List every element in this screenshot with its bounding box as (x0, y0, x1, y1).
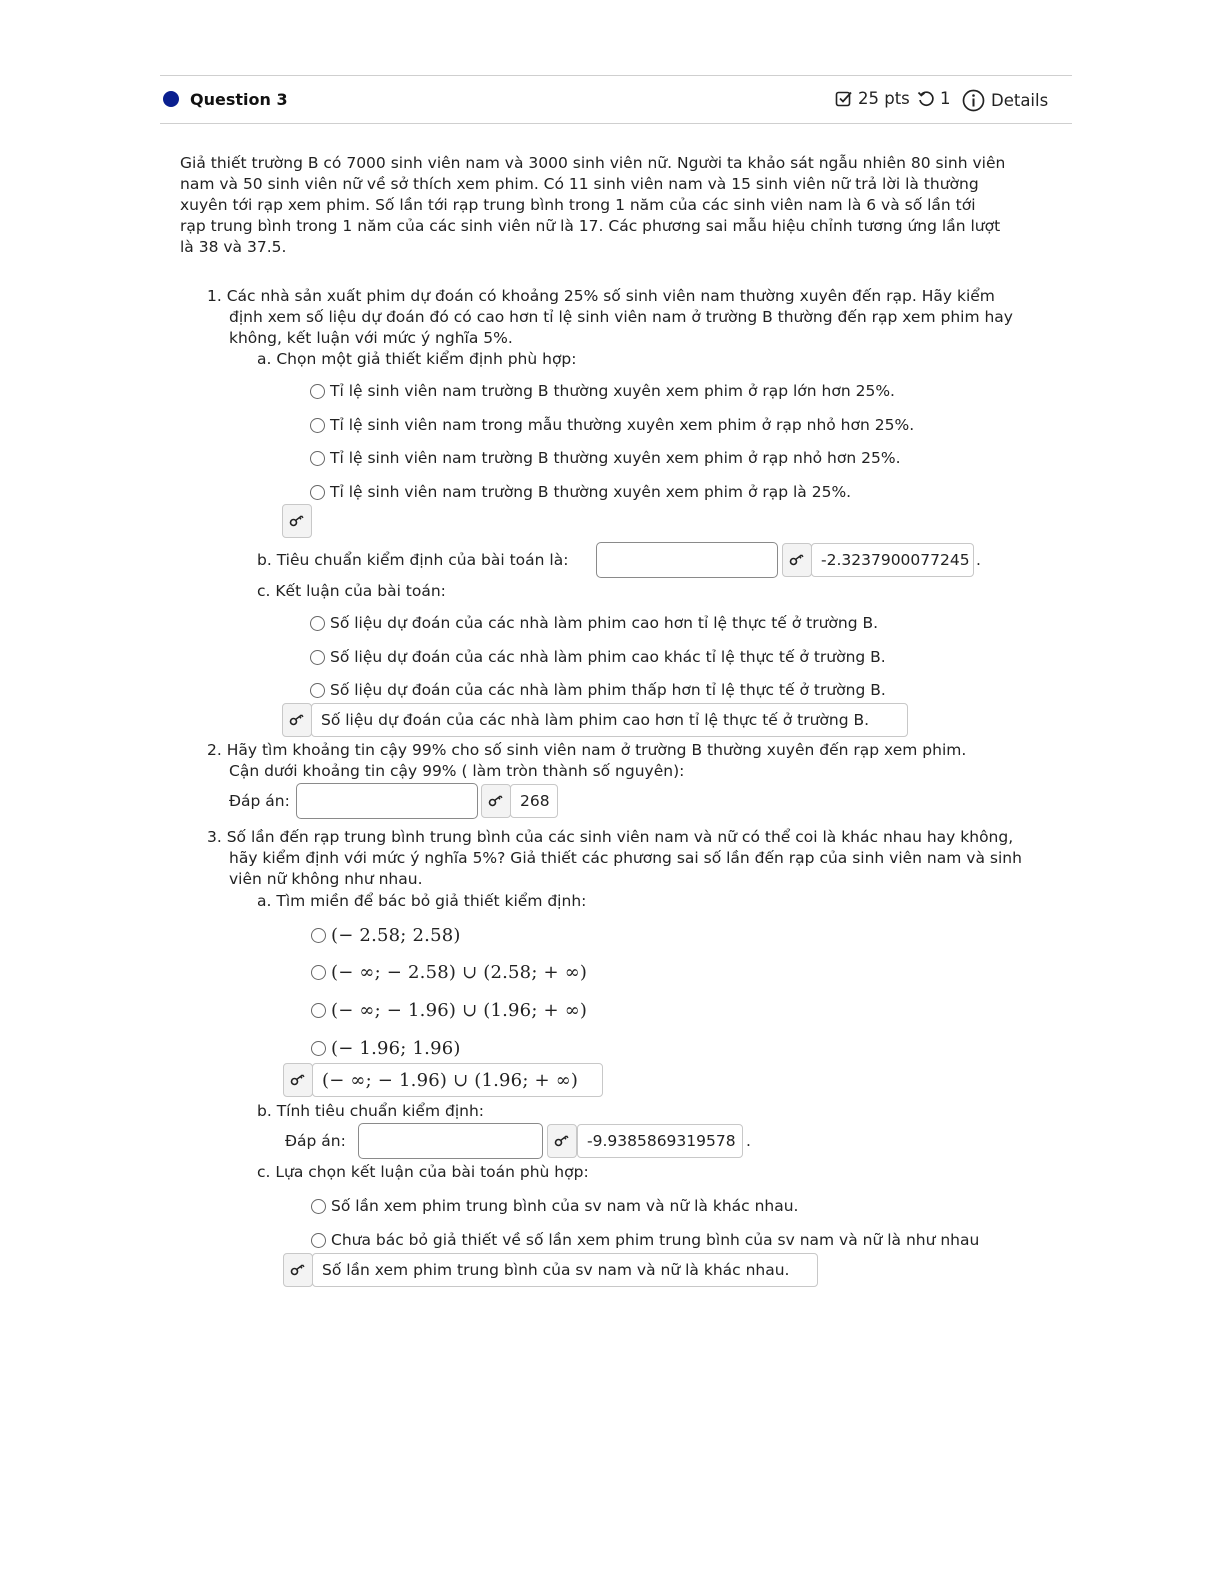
show-answer-button[interactable] (283, 1253, 313, 1287)
period: . (746, 1132, 751, 1150)
part3-a-option[interactable] (311, 1038, 461, 1059)
show-answer-button[interactable] (481, 784, 511, 818)
intro-line: nam và 50 sinh viên nữ về sở thích xem phim. Có 11 sinh viên nam và 15 sinh viên nữ trả lời là thường (180, 175, 979, 193)
key-icon (289, 714, 305, 726)
option-label: Số lần xem phim trung bình của sv nam và nữ là khác nhau. (331, 1197, 799, 1215)
radio-button[interactable] (311, 1003, 326, 1018)
part3-b-input[interactable] (358, 1123, 543, 1159)
radio-button[interactable] (310, 650, 325, 665)
part1-b-answer: -2.3237900077245 (811, 543, 974, 577)
part2-answer-label: Đáp án: (229, 792, 290, 810)
question-status-dot (163, 91, 179, 107)
period: . (976, 551, 981, 569)
part1-c-option[interactable] (310, 648, 886, 666)
part1-a-option[interactable] (310, 449, 901, 467)
part1-a-label: a. Chọn một giả thiết kiểm định phù hợp: (257, 350, 577, 368)
part3-question-line: viên nữ không như nhau. (229, 870, 423, 888)
radio-button[interactable] (311, 928, 326, 943)
part1-c-option[interactable] (310, 614, 878, 632)
part1-c-answer: Số liệu dự đoán của các nhà làm phim cao hơn tỉ lệ thực tế ở trường B. (311, 703, 908, 737)
radio-button[interactable] (310, 616, 325, 631)
option-label: (− ∞; − 1.96) ∪ (1.96; + ∞) (331, 1000, 588, 1021)
radio-button[interactable] (310, 451, 325, 466)
part1-a-option[interactable] (310, 483, 851, 501)
question-title: Question 3 (190, 90, 288, 109)
radio-button[interactable] (310, 384, 325, 399)
part1-a-option[interactable] (310, 382, 895, 400)
part3-b-label: b. Tính tiêu chuẩn kiểm định: (257, 1102, 484, 1120)
part3-b-answer-label: Đáp án: (285, 1132, 346, 1150)
header-top-divider (160, 75, 1072, 76)
part3-c-option[interactable] (311, 1231, 979, 1249)
part3-c-answer: Số lần xem phim trung bình của sv nam và nữ là khác nhau. (312, 1253, 818, 1287)
key-icon (554, 1135, 570, 1147)
details-label: Details (991, 91, 1049, 110)
option-label: Số liệu dự đoán của các nhà làm phim thấp hơn tỉ lệ thực tế ở trường B. (330, 681, 886, 699)
part1-c-option[interactable] (310, 681, 886, 699)
show-answer-button[interactable] (283, 1063, 313, 1097)
radio-button[interactable] (310, 683, 325, 698)
part3-a-answer: (− ∞; − 1.96) ∪ (1.96; + ∞) (312, 1063, 603, 1097)
part1-b-input[interactable] (596, 542, 778, 578)
key-icon (488, 795, 504, 807)
option-label: Tỉ lệ sinh viên nam trường B thường xuyên xem phim ở rạp là 25%. (330, 483, 852, 501)
key-icon (290, 1074, 306, 1086)
part3-a-label: a. Tìm miền để bác bỏ giả thiết kiểm định: (257, 892, 587, 910)
part2-answer-input[interactable] (296, 783, 478, 819)
part3-question-line: hãy kiểm định với mức ý nghĩa 5%? Giả thiết các phương sai số lần đến rạp của sinh viên nam và sinh (229, 849, 1022, 867)
key-icon (290, 1264, 306, 1276)
intro-line: xuyên tới rạp xem phim. Số lần tới rạp trung bình trong 1 năm của các sinh viên nam là 6 và số lần tới (180, 196, 976, 214)
part1-b-label: b. Tiêu chuẩn kiểm định của bài toán là: (257, 551, 569, 569)
radio-button[interactable] (311, 1199, 326, 1214)
show-answer-button[interactable] (282, 504, 312, 538)
header-bottom-divider (160, 123, 1072, 124)
intro-line: rạp trung bình trong 1 năm của các sinh viên nữ là 17. Các phương sai mẫu hiệu chỉnh tương ứng lần lượt (180, 217, 1001, 235)
key-icon (789, 554, 805, 566)
radio-button[interactable] (311, 1041, 326, 1056)
radio-button[interactable] (311, 965, 326, 980)
info-icon (962, 89, 985, 112)
part1-c-label: c. Kết luận của bài toán: (257, 582, 446, 600)
details-button[interactable] (962, 89, 1048, 112)
part1-a-option[interactable] (310, 416, 914, 434)
points-text: 25 pts (858, 89, 910, 108)
part3-a-option[interactable] (311, 925, 461, 946)
key-icon (289, 515, 305, 527)
points-group (835, 89, 910, 108)
option-label: (− ∞; − 2.58) ∪ (2.58; + ∞) (331, 962, 588, 983)
radio-button[interactable] (310, 418, 325, 433)
retry-icon (917, 90, 935, 108)
part3-c-label: c. Lựa chọn kết luận của bài toán phù hợp: (257, 1163, 589, 1181)
show-answer-button[interactable] (547, 1124, 577, 1158)
option-label: Số liệu dự đoán của các nhà làm phim cao khác tỉ lệ thực tế ở trường B. (330, 648, 886, 666)
option-label: (− 1.96; 1.96) (331, 1038, 461, 1059)
option-label: Tỉ lệ sinh viên nam trường B thường xuyên xem phim ở rạp nhỏ hơn 25%. (330, 449, 901, 467)
part2-answer: 268 (510, 784, 558, 818)
part3-a-option[interactable] (311, 962, 587, 983)
part3-c-option[interactable] (311, 1197, 798, 1215)
radio-button[interactable] (311, 1233, 326, 1248)
intro-line: là 38 và 37.5. (180, 238, 287, 256)
part2-question-line: 2. Hãy tìm khoảng tin cậy 99% cho số sinh viên nam ở trường B thường xuyên đến rạp xem phim. (207, 741, 967, 759)
option-label: Chưa bác bỏ giả thiết về số lần xem phim trung bình của sv nam và nữ là như nhau (331, 1231, 980, 1249)
option-label: (− 2.58; 2.58) (331, 925, 461, 946)
option-label: Số liệu dự đoán của các nhà làm phim cao hơn tỉ lệ thực tế ở trường B. (330, 614, 879, 632)
part1-question-line: không, kết luận với mức ý nghĩa 5%. (229, 329, 513, 347)
checkbox-icon (835, 90, 853, 108)
part1-question-line: 1. Các nhà sản xuất phim dự đoán có khoảng 25% số sinh viên nam thường xuyên đến rạp. Hãy kiểm (207, 287, 995, 305)
intro-line: Giả thiết trường B có 7000 sinh viên nam và 3000 sinh viên nữ. Người ta khảo sát ngẫu nhiên 80 sinh viên (180, 154, 1006, 172)
attempts-text: 1 (940, 89, 951, 108)
part3-a-option[interactable] (311, 1000, 587, 1021)
show-answer-button[interactable] (282, 703, 312, 737)
show-answer-button[interactable] (782, 543, 812, 577)
attempts-group (917, 89, 951, 108)
part3-question-line: 3. Số lần đến rạp trung bình trung bình của các sinh viên nam và nữ có thể coi là khác nhau hay không, (207, 828, 1014, 846)
part1-question-line: định xem số liệu dự đoán đó có cao hơn tỉ lệ sinh viên nam ở trường B thường đến rạp xem phim hay (229, 308, 1013, 326)
part2-question-line: Cận dưới khoảng tin cậy 99% ( làm tròn thành số nguyên): (229, 762, 685, 780)
radio-button[interactable] (310, 485, 325, 500)
option-label: Tỉ lệ sinh viên nam trong mẫu thường xuyên xem phim ở rạp nhỏ hơn 25%. (330, 416, 915, 434)
part3-b-answer: -9.9385869319578 (577, 1124, 743, 1158)
option-label: Tỉ lệ sinh viên nam trường B thường xuyên xem phim ở rạp lớn hơn 25%. (330, 382, 895, 400)
